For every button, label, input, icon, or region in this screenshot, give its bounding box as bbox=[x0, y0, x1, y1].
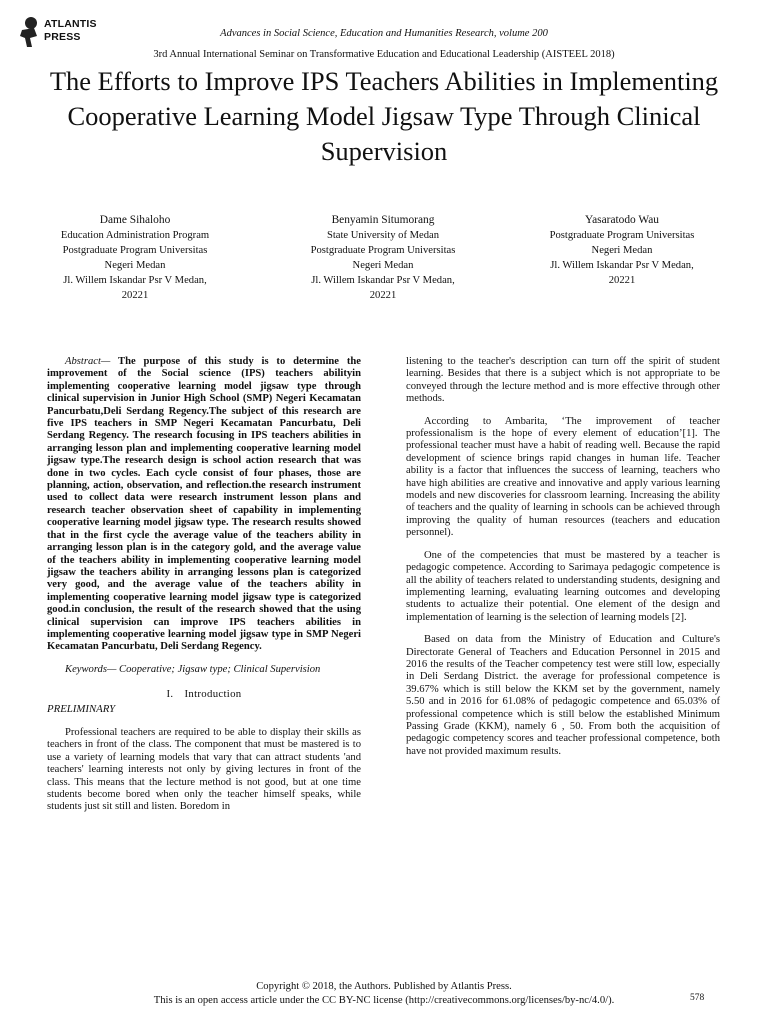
journal-name: Advances in Social Science, Education and Humanities Research, volume 200 bbox=[220, 28, 548, 39]
author-affiliation-line: Negeri Medan bbox=[591, 245, 653, 256]
author-affiliation-line: 20221 bbox=[121, 290, 149, 301]
keywords bbox=[47, 664, 361, 676]
keywords-text: Cooperative; Jigsaw type; Clinical Supervision bbox=[116, 663, 321, 675]
page-number: 578 bbox=[690, 993, 705, 1003]
author-affiliation-line: 20221 bbox=[369, 290, 397, 301]
left-column bbox=[47, 356, 361, 814]
body-paragraph: According to Ambarita, ‘The improvement of teacher professionalism is the hope of every element of education’[1]. The professional teacher must have a habit of reading well. Because the rapid development of science brings rapid changes in human life. Teacher ability is a factor that influences the success of learning, teachers who have high abilities are creative and innovative and apply various learning models and new discoveries for classroom learning. Increasing the ability of teachers and the quality of learning in schools can be achieved through improving the quality of human resources (teachers and education personnel). bbox=[406, 415, 720, 539]
author-affiliation-line: Education Administration Program bbox=[60, 230, 210, 241]
author-block-1 bbox=[20, 213, 250, 303]
body-paragraph-continuation: listening to the teacher's description can turn off the spirit of student learning. Besides that there is a subject which is not appropriate to be conveyed through the lecture method and is more effective through other methods. bbox=[406, 356, 720, 405]
author-name: Benyamin Situmorang bbox=[331, 214, 435, 226]
abstract bbox=[47, 356, 361, 654]
subsection-heading: PRELIMINARY bbox=[47, 702, 116, 715]
author-block-3 bbox=[507, 213, 737, 288]
abstract-label: Abstract— bbox=[65, 356, 111, 367]
author-affiliation-line: Postgraduate Program Universitas bbox=[310, 245, 456, 256]
author-name: Yasaratodo Wau bbox=[585, 214, 659, 226]
conference-name: 3rd Annual International Seminar on Transformative Education and Educational Leadership (AISTEEL 2018) bbox=[153, 49, 615, 60]
author-affiliation-line: Jl. Willem Iskandar Psr V Medan, bbox=[63, 275, 207, 286]
section-heading: I. Introduction bbox=[166, 688, 242, 701]
abstract-text: The purpose of this study is to determine the improvement of the Social science (IPS) teachers abilityin implementing cooperative learning model jigsaw type through clinical supervision in Junior High School (SMP) Negeri Kecamatan Pancurbatu,Deli Serdang Regency.The subject of this research are five IPS teachers in SMP Negeri Kecamatan Pancurbatu, Deli Serdang Regency. The research focusing in IPS teachers abilities in arranging lesson plan and implementing cooperative learning model jigsaw type.The research design is school action research that was done in two cycles. Each cycle consist of four phases, those are planning, action, observation, and reflection.the research instrument used to collect data were research instrument lesson plans and research teacher observation sheet of capability in implementing cooperative learning model jigsaw type. The research results showed that in the first cycle the average value of the teachers ability in arranging lesson plan is in the category gold, and the average value of the teachers ability in implementing cooperative learning model jigsaw the teachers ability in arranging lessons plan is categorized very good, and the average value of the teachers ability in implementing cooperative learning model jigsaw type is categorized good.in conclusion, the result of the research showed that the using clinical supervision can improve IPS teachers abilities in implementing cooperative learning model jigsaw type in SMP Negeri Kecamatan Pancurbatu, Deli Serdang Regency. bbox=[47, 356, 361, 653]
body-paragraph: Based on data from the Ministry of Education and Culture's Directorate General of Teachers and Education Personnel in 2015 and 2016 the results of the Teacher competency test were still low, especially in Deli Serdang District. the average for professional competence is 39.67% which is still below the KKM set by the government, namely 5.50 and in 2016 for 61.08% of pedagogic competence and 65.03% of professional competence which is still below the established Minimum Passing Grade (KKM), namely 6 , 50. From both the acquisition of pedagogic competency scores and teacher professional competence, both have not provided maximum results. bbox=[406, 634, 720, 757]
author-affiliation-line: Negeri Medan bbox=[352, 260, 414, 271]
author-affiliation-line: Jl. Willem Iskandar Psr V Medan, bbox=[550, 260, 694, 271]
author-name: Dame Sihaloho bbox=[99, 214, 171, 226]
copyright-line: Copyright © 2018, the Authors. Published by Atlantis Press. bbox=[256, 981, 512, 992]
keywords-label: Keywords— bbox=[65, 663, 117, 675]
author-affiliation-line: Postgraduate Program Universitas bbox=[62, 245, 208, 256]
author-affiliation-line: 20221 bbox=[608, 275, 636, 286]
license-line: This is an open access article under the CC BY-NC license (http://creativecommons.org/licenses/by-nc/4.0/). bbox=[153, 995, 615, 1006]
logo-line1: ATLANTIS bbox=[44, 18, 97, 30]
author-affiliation-line: Postgraduate Program Universitas bbox=[549, 230, 695, 241]
body-paragraph: One of the competencies that must be mastered by a teacher is pedagogic competence. According to Sarimaya pedagogic competence is all the ability of teachers related to understanding students, designing and implementing learning, evaluating learning outcomes and developing students to actualize their potential. One element of the design and implementation of learning is the selection of learning models [2]. bbox=[406, 549, 720, 623]
page-footer bbox=[0, 980, 768, 1008]
author-block-2 bbox=[268, 213, 498, 303]
author-affiliation-line: Jl. Willem Iskandar Psr V Medan, bbox=[311, 275, 455, 286]
author-affiliation-line: Negeri Medan bbox=[104, 260, 166, 271]
body-paragraph: Professional teachers are required to be able to display their skills as teachers in front of the class. The component that must be mastered is to use a variety of learning models that vary that can attract students 'and teachers' learning interests not only by giving lectures in front of the class. This means that the lecture method is not good, but at one time students become bored when only the teacher himself speaks, while students just sit still and listen. Boredom in bbox=[47, 726, 361, 813]
right-column bbox=[406, 356, 720, 758]
author-affiliation-line: State University of Medan bbox=[326, 230, 440, 241]
logo-line2: PRESS bbox=[44, 31, 81, 43]
paper-title: The Efforts to Improve IPS Teachers Abilities in Implementing Cooperative Learning Model Jigsaw Type Through Clinical Supervision bbox=[49, 66, 719, 166]
